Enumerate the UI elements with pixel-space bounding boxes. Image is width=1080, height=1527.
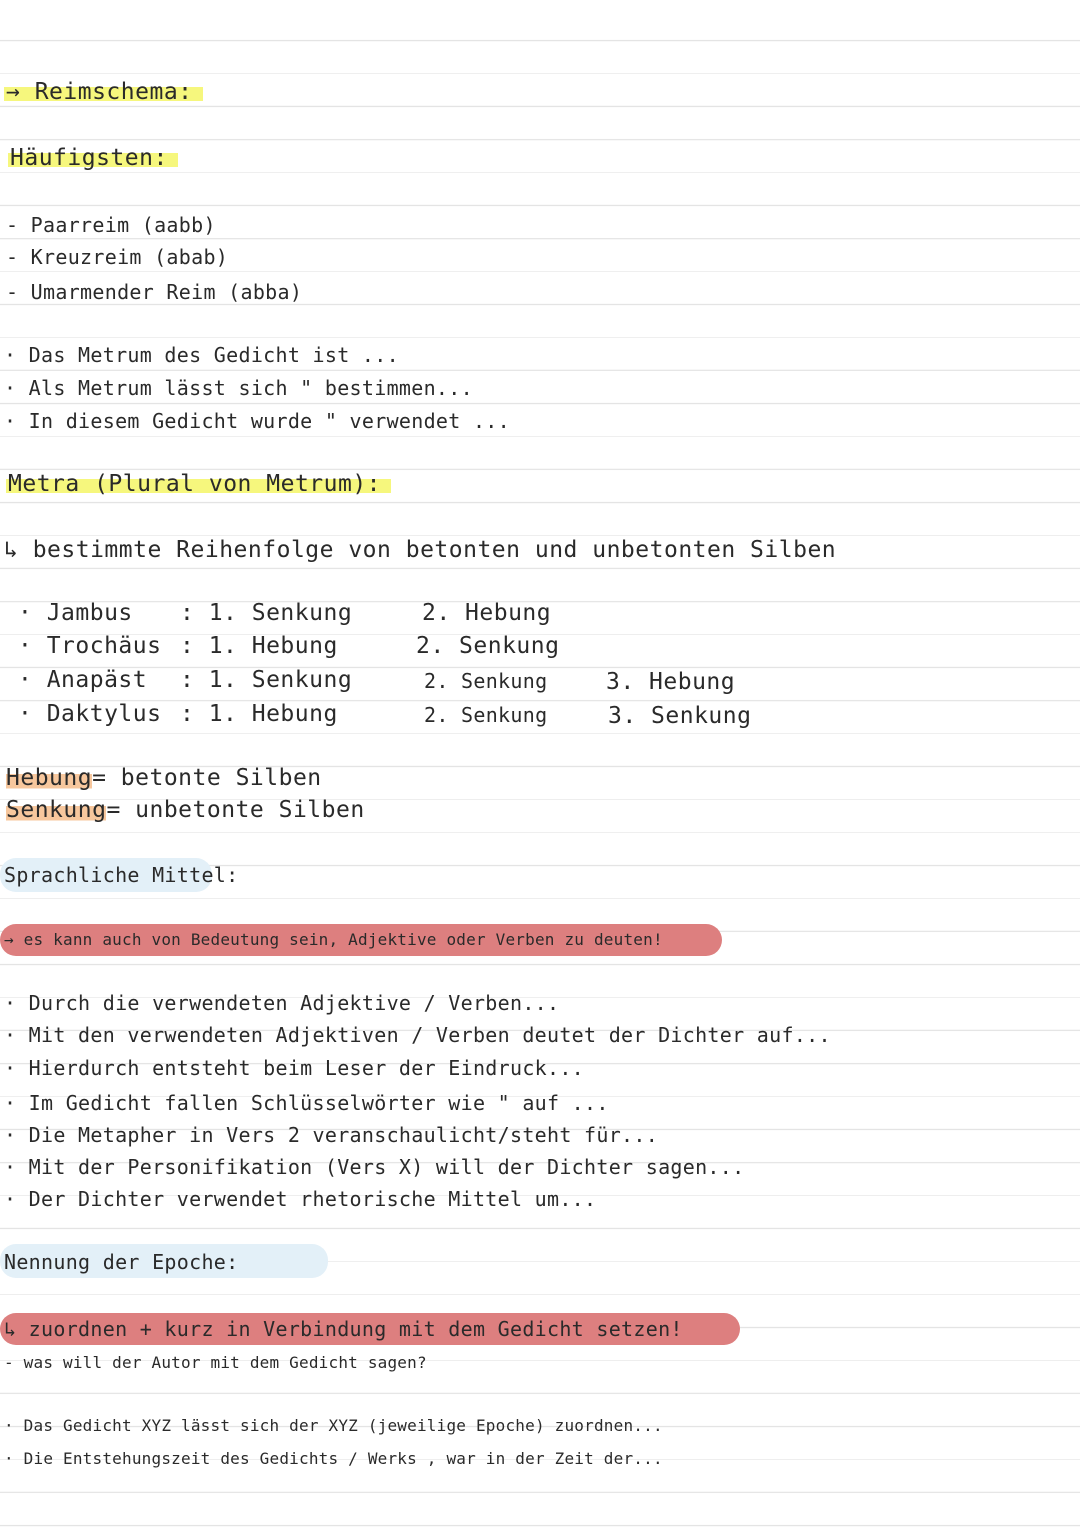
metrum-row-anapaest-col3: 3. Hebung: [606, 669, 736, 695]
metrum-row-trochaeus-col2: 2. Senkung: [416, 633, 560, 659]
metrum-row-daktylus-col3: 3. Senkung: [608, 703, 752, 729]
epoche-item-1: · Das Gedicht XYZ lässt sich der XYZ (jeweilige Epoche) zuordnen...: [4, 1416, 663, 1435]
metrum-row-jambus-col1: : 1. Senkung: [180, 600, 353, 626]
mittel-item-7: · Der Dichter verwendet rhetorische Mittel um...: [4, 1187, 597, 1211]
metrum-row-anapaest-col2: 2. Senkung: [424, 669, 548, 693]
hebung-def: = betonte Silben: [92, 765, 322, 791]
epoche-item-2: · Die Entstehungszeit des Gedichts / Werks , war in der Zeit der...: [4, 1449, 663, 1468]
metrum-phrase-1: · Das Metrum des Gedicht ist ...: [4, 343, 399, 367]
metrum-row-anapaest-name: · Anapäst: [18, 667, 148, 693]
epoche-note: ↳ zuordnen + kurz in Verbindung mit dem Gedicht setzen!: [4, 1317, 683, 1341]
sprachliche-mittel-heading: Sprachliche Mittel:: [4, 863, 239, 887]
metrum-row-daktylus-col1: : 1. Hebung: [180, 701, 338, 727]
metrum-row-trochaeus-col1: : 1. Hebung: [180, 633, 338, 659]
mittel-item-4: · Im Gedicht fallen Schlüsselwörter wie " auf ...: [4, 1091, 609, 1115]
metrum-phrase-2: · Als Metrum lässt sich " bestimmen...: [4, 376, 473, 400]
reim-item-paarreim: - Paarreim (aabb): [6, 213, 216, 237]
hebung-term: Hebung: [6, 765, 93, 791]
metrum-row-anapaest-col1: : 1. Senkung: [180, 667, 353, 693]
senkung-definition: [6, 798, 365, 823]
epoche-question: - was will der Autor mit dem Gedicht sagen?: [4, 1353, 427, 1372]
senkung-def: = unbetonte Silben: [106, 797, 365, 823]
metrum-row-trochaeus-name: · Trochäus: [18, 633, 162, 659]
metra-heading: Metra (Plural von Metrum):: [6, 472, 391, 497]
senkung-term: Senkung: [6, 797, 107, 823]
reim-item-kreuzreim: - Kreuzreim (abab): [6, 245, 229, 269]
mittel-item-1: · Durch die verwendeten Adjektive / Verben...: [4, 991, 560, 1015]
metrum-phrase-3: · In diesem Gedicht wurde " verwendet ...: [4, 409, 510, 433]
reim-item-umarmender-reim: - Umarmender Reim (abba): [6, 280, 303, 304]
mittel-item-3: · Hierdurch entsteht beim Leser der Eindruck...: [4, 1056, 585, 1080]
hebung-definition: [6, 766, 322, 791]
haeufigsten-heading: Häufigsten:: [8, 146, 178, 171]
metrum-row-daktylus-col2: 2. Senkung: [424, 703, 548, 727]
mittel-item-6: · Mit der Personifikation (Vers X) will der Dichter sagen...: [4, 1155, 745, 1179]
mittel-item-2: · Mit den verwendeten Adjektiven / Verben deutet der Dichter auf...: [4, 1023, 831, 1047]
metra-definition: ↳ bestimmte Reihenfolge von betonten und unbetonten Silben: [4, 537, 837, 563]
mittel-item-5: · Die Metapher in Vers 2 veranschaulicht/steht für...: [4, 1123, 659, 1147]
sprachliche-mittel-note: → es kann auch von Bedeutung sein, Adjektive oder Verben zu deuten!: [4, 930, 663, 949]
metrum-row-jambus-col2: 2. Hebung: [422, 600, 552, 626]
reimschema-heading: → Reimschema:: [4, 80, 203, 105]
metrum-row-daktylus-name: · Daktylus: [18, 701, 162, 727]
epoche-heading: Nennung der Epoche:: [4, 1250, 239, 1274]
metrum-row-jambus-name: · Jambus: [18, 600, 133, 626]
